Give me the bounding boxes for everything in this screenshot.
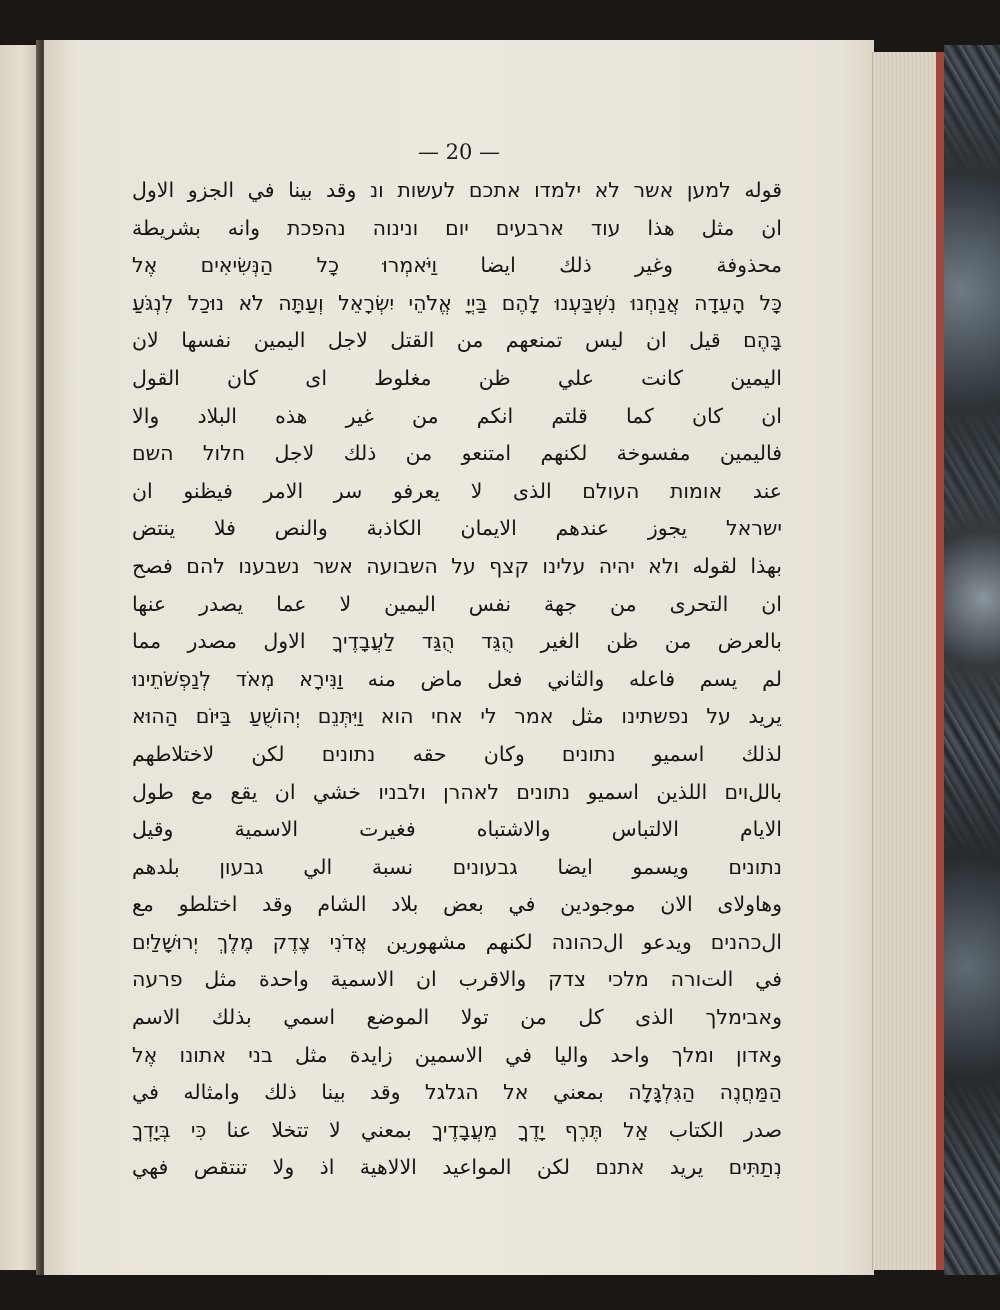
text-line: فاليمين مفسوخة لكنهم امتنعو من ذلك لاجل חלול השם bbox=[132, 441, 782, 466]
marbled-cover bbox=[944, 45, 1000, 1275]
text-line: الايام الالتباس والاشتباه فغيرت الاسمية وقيل bbox=[132, 817, 782, 842]
text-line: بهذا لقوله ולא יהיה עלינו קצף על השבועה אשר נשבענו להם فصح bbox=[132, 553, 782, 578]
text-line: محذوفة وغير ذلك ايضا וַיֹּאמְרוּ כָל הַנְּשִׂיאִים אֶל bbox=[132, 253, 782, 278]
book-page bbox=[44, 40, 874, 1275]
text-line: وאדון ומלך واحد واليا في الاسمين زايدة مثل בני אתונו אֶל bbox=[132, 1042, 782, 1067]
text-line: الכהנים ويدعو الכהונה لكنهم مشهورين אֲדֹנִי צֶדֶק מֶלֶךְ יְרוּשָׁלַיִם bbox=[132, 929, 782, 954]
page-block-edges bbox=[872, 52, 937, 1270]
text-line: נְתַתִּים يريد אתנם لكن المواعيد الالاهية اذ ولا تنتقص فهي bbox=[132, 1155, 782, 1180]
text-line: باللוים اللذين اسميو נתונים לאהרן ולבניו خشي ان يقع مع طول bbox=[132, 779, 782, 804]
text-line: عند אומות העולם الذى لا يعرفو سر الامر فيظنو ان bbox=[132, 478, 782, 503]
text-line: لذلك اسميو נתונים وكان حقه נתונים لكن لاختلاطهم bbox=[132, 741, 782, 766]
text-block bbox=[132, 172, 782, 1187]
text-line: صدر الكتاب אַל תֶּרֶף יָדֶךָ מֵעֲבָדֶיךָ بمعني لا تتخلا عنا כִּי בְּיָדְךָ bbox=[132, 1117, 782, 1142]
text-line: وאבימלך الذى كل من تولا الموضع اسمي بذلك الاسم bbox=[132, 1005, 782, 1030]
text-line: يريد על נפשתינו مثل אמר לי אחי הוא וַיִּתְּנֵם יְהוֹשֻׁעַ בַּיּוֹם הַהוּא bbox=[132, 704, 782, 729]
previous-page-edge bbox=[0, 45, 37, 1270]
text-line: ان مثل هذا עוד ארבעים יום ונינוה נהפכת وانه بشريطة bbox=[132, 215, 782, 240]
text-line: لم يسم فاعله والثاني فعل ماض منه וַנִּירָא מְאֹד לְנַפְשֹׁתֵינוּ bbox=[132, 666, 782, 691]
text-line: ان التحرى من جهة نفس اليمين لا عما يصدر عنها bbox=[132, 591, 782, 616]
text-line: ישראל يجوز عندهم الايمان الكاذبة والنص فلا ينتض bbox=[132, 516, 782, 541]
text-line: بالعرض من ظن الغير הֻגֵּד הֻגַּד לַעֲבָדֶיךָ الاول مصدر مما bbox=[132, 629, 782, 654]
text-line: قوله למען אשר לא ילמדו אתכם לעשות ונ وقد بينا في الجزو الاول bbox=[132, 178, 782, 202]
text-line: נתונים ويسمو ايضا גבעונים نسبة الي גבעון بلدهم bbox=[132, 854, 782, 879]
text-line: בָּהֶם قيل ان ليس تمنعهم من القتل لاجل اليمين نفسها لان bbox=[132, 328, 782, 353]
cover-red-edge bbox=[936, 52, 944, 1270]
text-line: כָּל הָעֵדָה אֲנַחְנוּ נִשְׁבַּעְנוּ לָהֶם בַּיְיָ אֱלֹהֵי יִשְׂרָאֵל וְעַתָּה לֹא נוּכַל לִנְגֹּעַ bbox=[132, 290, 782, 315]
text-line: وهاولاى الان موجودين في بعض بلاد الشام وقد اختلطو مع bbox=[132, 892, 782, 917]
page-number: — 20 — bbox=[417, 140, 501, 164]
text-line: في التורה מלכי צדק والاقرب ان الاسمية واحدة مثل פרעה bbox=[132, 967, 782, 992]
text-line: ان كان كما قلتم انكم من غير هذه البلاد والا bbox=[132, 403, 782, 428]
text-line: הַמַּחֲנֶה הַגִּלְגָּלָה بمعني אל הגלגל وقد بينا ذلك وامثاله في bbox=[132, 1080, 782, 1105]
text-line: اليمين كانت علي ظن مغلوط اى كان القول bbox=[132, 365, 782, 390]
